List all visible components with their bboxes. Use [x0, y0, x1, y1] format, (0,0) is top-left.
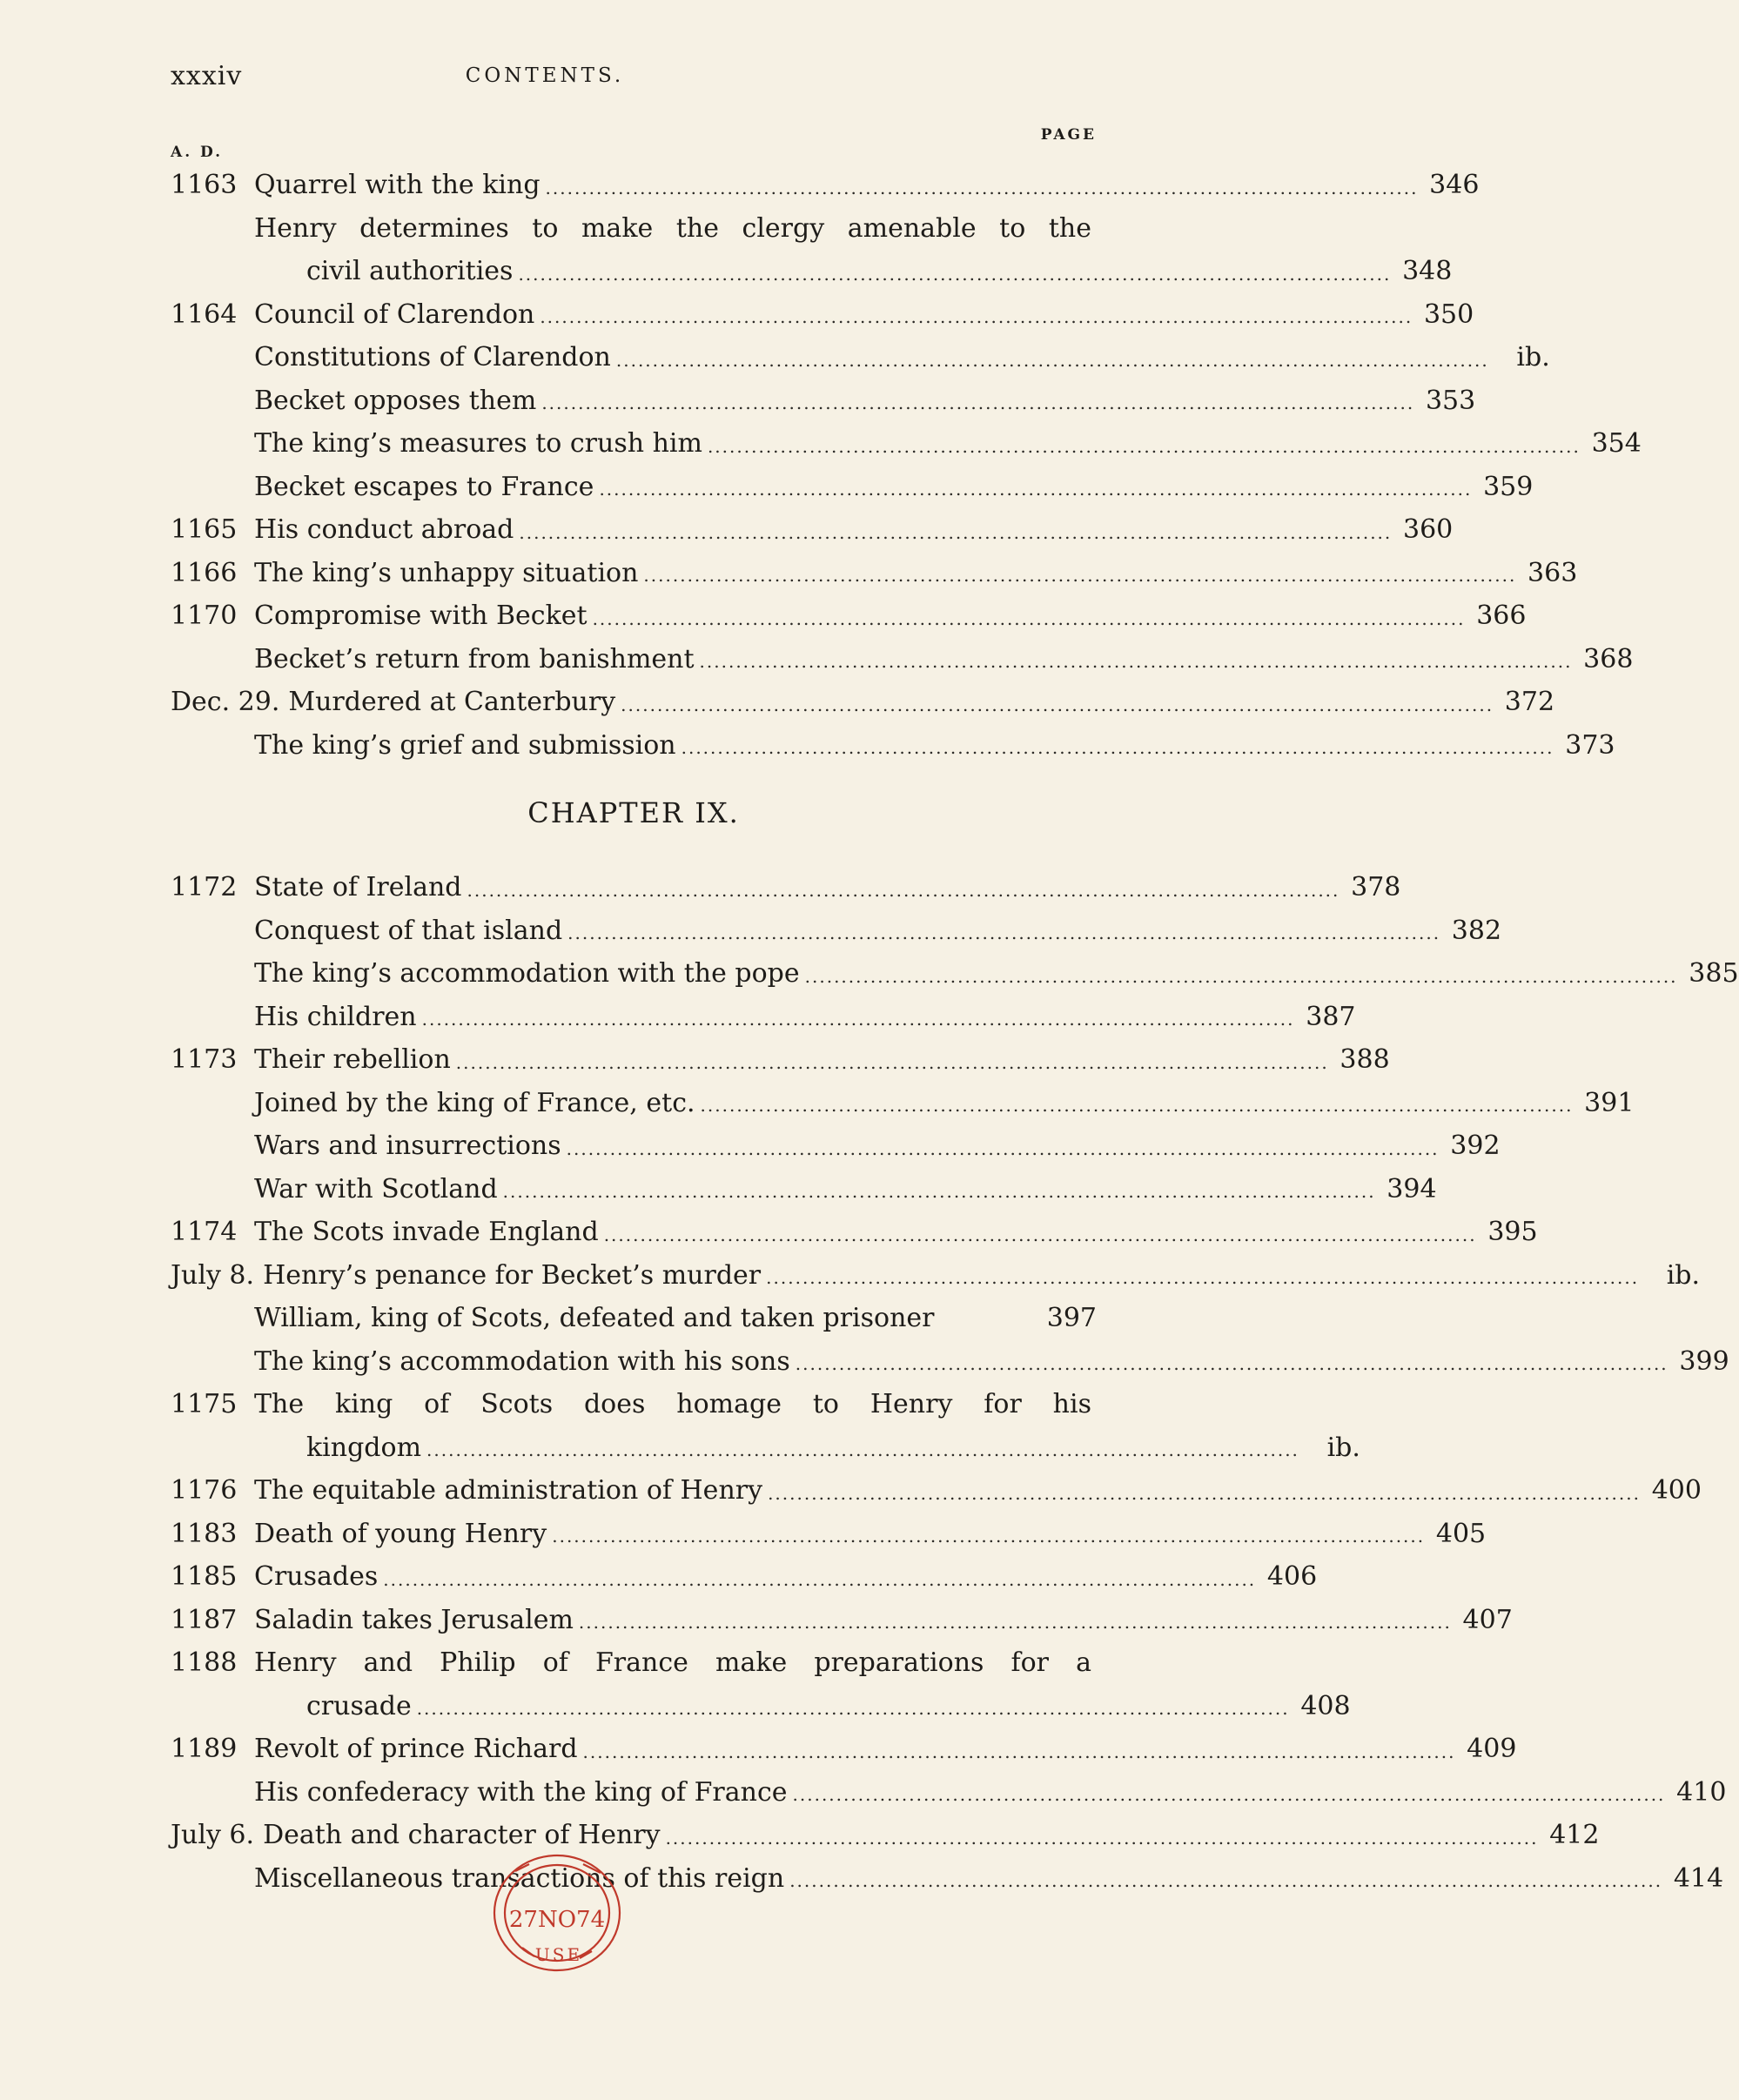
toc-entry	[171, 952, 1739, 996]
entry-year: 1188	[171, 1647, 238, 1679]
entry-page: 368	[1583, 643, 1634, 674]
entry-title: Council of Clarendon	[254, 299, 535, 330]
contents-list-before	[171, 164, 1642, 767]
entry-title: Murdered at Canterbury	[288, 687, 616, 718]
toc-entry	[171, 1254, 1701, 1298]
entry-title: Joined by the king of France, etc.	[254, 1087, 695, 1118]
dot-leader: ........................................................................................................................	[792, 1784, 1666, 1805]
entry-page: 408	[1300, 1690, 1351, 1721]
entry-title: The king’s accommodation with the pope	[254, 958, 800, 990]
ad-column-label: A. D.	[171, 144, 224, 161]
page-number: xxxiv	[171, 61, 243, 91]
entry-page: 394	[1386, 1173, 1437, 1204]
entry-page: 414	[1673, 1862, 1724, 1894]
dot-leader: ........................................................................................................................	[707, 435, 1581, 457]
entry-page: 348	[1402, 256, 1453, 287]
entry-year: 1183	[171, 1518, 238, 1549]
entry-page: 359	[1483, 471, 1534, 502]
dot-leader: ........................................................................................................................	[567, 923, 1441, 943]
entry-page: 399	[1679, 1345, 1729, 1377]
entry-page: 385	[1689, 958, 1739, 990]
entry-title: Becket’s return from banishment	[254, 643, 695, 674]
library-stamp	[461, 1845, 653, 1976]
entry-page: 391	[1584, 1087, 1635, 1118]
entry-title: civil authorities	[306, 256, 514, 287]
dot-leader: ........................................................................................................................	[467, 879, 1340, 901]
toc-entry	[171, 1771, 1727, 1815]
entry-title: The king’s grief and submission	[254, 729, 676, 761]
entry-title: Becket escapes to France	[254, 471, 594, 502]
page-column-label: PAGE	[1040, 126, 1097, 144]
dot-leader: ........................................................................................................................	[592, 607, 1466, 629]
entry-title: The king’s accommodation with his sons	[254, 1345, 790, 1377]
entry-page: 360	[1403, 514, 1454, 546]
entry-year: 1164	[171, 299, 238, 330]
entry-title: The king’s unhappy situation	[254, 557, 639, 588]
dot-leader: ........................................................................................................................	[599, 479, 1473, 500]
dot-leader: ........................................................................................................................	[766, 1267, 1640, 1288]
toc-entry	[171, 594, 1527, 638]
dot-leader: ........................................................................................................................	[502, 1181, 1376, 1202]
toc-entry	[171, 1469, 1702, 1513]
dot-leader: ........................................................................................................................	[416, 1698, 1290, 1719]
toc-entry	[171, 638, 1634, 681]
entry-page: 397	[1046, 1303, 1097, 1334]
entry-title: His confederacy with the king of France	[254, 1776, 788, 1808]
running-head	[171, 61, 1097, 104]
stamp-lower-text: USE	[534, 1944, 583, 1965]
dot-leader: ........................................................................................................................	[665, 1827, 1539, 1848]
dot-leader: ........................................................................................................................	[795, 1353, 1668, 1374]
dot-leader: ........................................................................................................................	[541, 392, 1415, 413]
toc-entry	[171, 1383, 1360, 1469]
toc-entry	[171, 1297, 1097, 1340]
entry-page: 373	[1565, 729, 1615, 761]
toc-entry	[171, 164, 1480, 207]
page-title: CONTENTS.	[465, 64, 625, 87]
dot-leader: ........................................................................................................................	[603, 1224, 1477, 1245]
entry-date: July 8.	[171, 1259, 255, 1291]
dot-leader: ........................................................................................................................	[540, 306, 1413, 327]
dot-leader: ........................................................................................................................	[552, 1526, 1426, 1546]
entry-date: July 6.	[171, 1820, 255, 1851]
dot-leader: ........................................................................................................................	[643, 565, 1517, 586]
entry-page: 346	[1429, 170, 1480, 201]
entry-title: Death and character of Henry	[263, 1820, 661, 1851]
entry-title: His children	[254, 1001, 417, 1032]
entry-year: 1170	[171, 600, 238, 632]
dot-leader: ........................................................................................................................	[383, 1568, 1257, 1590]
toc-entry	[171, 1082, 1635, 1125]
dot-leader: ........................................................................................................................	[681, 737, 1554, 758]
entry-year: 1173	[171, 1044, 238, 1076]
toc-entry	[171, 508, 1454, 552]
dot-leader: ........................................................................................................................	[582, 1741, 1456, 1762]
toc-entry	[171, 379, 1476, 423]
entry-page: 354	[1591, 428, 1642, 460]
entry-title: The Scots invade England	[254, 1217, 599, 1248]
dot-leader: ........................................................................................................................	[578, 1612, 1452, 1633]
entry-title: Constitutions of Clarendon	[254, 342, 611, 373]
toc-entry	[171, 207, 1453, 293]
entry-year: 1189	[171, 1734, 238, 1765]
entry-title: The king of Scots does homage to Henry for his	[254, 1389, 1091, 1420]
entry-year: 1175	[171, 1389, 238, 1420]
dot-leader: ........................................................................................................................	[700, 1095, 1574, 1116]
dot-leader: ........................................................................................................................	[789, 1870, 1663, 1891]
contents-list-chapter-ix	[171, 866, 1739, 1900]
entry-title: Conquest of that island	[254, 915, 563, 946]
dot-leader: ........................................................................................................................	[455, 1051, 1329, 1073]
dot-leader: ........................................................................................................................	[519, 521, 1393, 543]
entry-title: Henry’s penance for Becket’s murder	[263, 1259, 762, 1291]
entry-page: 387	[1306, 1001, 1356, 1032]
entry-title: kingdom	[306, 1432, 422, 1463]
entry-title: crusade	[306, 1690, 412, 1721]
entry-title: Compromise with Becket	[254, 600, 588, 632]
column-labels	[171, 126, 1097, 161]
entry-title: Henry and Philip of France make preparations for a	[254, 1647, 1091, 1679]
dot-leader: ........................................................................................................................	[518, 263, 1392, 285]
toc-entry	[171, 466, 1534, 509]
dot-leader: ........................................................................................................................	[545, 177, 1419, 198]
toc-entry	[171, 1168, 1437, 1211]
entry-year: 1165	[171, 514, 238, 546]
entry-year: 1176	[171, 1475, 238, 1506]
entry-title: Miscellaneous transactions of this reign	[254, 1862, 785, 1894]
entry-page: 366	[1476, 600, 1527, 632]
entry-page: 400	[1651, 1475, 1702, 1506]
toc-entry	[171, 996, 1356, 1039]
dot-leader: ........................................................................................................................	[566, 1137, 1440, 1159]
entry-title: Their rebellion	[254, 1044, 451, 1076]
dot-leader: ........................................................................................................................	[768, 1482, 1641, 1504]
entry-page: ib.	[1516, 342, 1550, 373]
toc-entry	[171, 552, 1578, 595]
dot-leader	[940, 1332, 1036, 1340]
entry-page: 406	[1266, 1561, 1318, 1593]
entry-page: 410	[1676, 1776, 1727, 1808]
entry-year: 1185	[171, 1561, 238, 1593]
dot-leader: ........................................................................................................................	[804, 965, 1678, 987]
entry-page: 395	[1487, 1217, 1538, 1248]
entry-title: The equitable administration of Henry	[254, 1475, 763, 1506]
toc-entry	[171, 1124, 1501, 1168]
entry-title: State of Ireland	[254, 872, 462, 903]
entry-title: Revolt of prince Richard	[254, 1734, 578, 1765]
toc-entry	[171, 293, 1474, 337]
entry-page: ib.	[1326, 1432, 1360, 1463]
entry-page: 350	[1423, 299, 1474, 330]
entry-title: Death of young Henry	[254, 1518, 547, 1549]
entry-page: 409	[1467, 1734, 1517, 1765]
toc-entry	[171, 1038, 1390, 1082]
entry-title: Crusades	[254, 1561, 379, 1593]
chapter-heading: CHAPTER IX.	[527, 796, 740, 829]
dot-leader: ........................................................................................................................	[421, 1009, 1295, 1030]
entry-page: 388	[1340, 1044, 1390, 1076]
toc-entry	[171, 1513, 1487, 1556]
dot-leader: ........................................................................................................................	[621, 694, 1494, 715]
entry-page: 405	[1435, 1518, 1487, 1549]
toc-entry	[171, 422, 1642, 466]
entry-year: 1166	[171, 557, 238, 588]
entry-page: 382	[1451, 915, 1502, 946]
entry-title: The king’s measures to crush him	[254, 428, 702, 460]
entry-page: 412	[1549, 1820, 1600, 1851]
toc-entry	[171, 724, 1615, 768]
entry-date: Dec. 29.	[171, 687, 280, 718]
entry-page: 372	[1504, 687, 1555, 718]
toc-entry	[171, 1641, 1351, 1728]
entry-title: Becket opposes them	[254, 385, 537, 416]
stamp-date: 27NO74	[508, 1907, 606, 1933]
toc-entry	[171, 1211, 1538, 1254]
entry-title: William, king of Scots, defeated and taken prisoner	[254, 1303, 935, 1334]
toc-entry	[171, 1599, 1513, 1642]
entry-year: 1172	[171, 872, 238, 903]
toc-entry	[171, 1555, 1318, 1599]
entry-year: 1163	[171, 170, 238, 201]
entry-page: 378	[1351, 872, 1401, 903]
entry-page: 353	[1425, 385, 1476, 416]
entry-page: 363	[1528, 557, 1578, 588]
entry-year: 1174	[171, 1217, 238, 1248]
entry-title: His conduct abroad	[254, 514, 514, 546]
toc-entry	[171, 866, 1401, 909]
entry-title: Saladin takes Jerusalem	[254, 1604, 574, 1635]
entry-page: 407	[1462, 1604, 1513, 1635]
dot-leader: ........................................................................................................................	[615, 349, 1489, 371]
entry-page: ib.	[1666, 1259, 1701, 1291]
entry-title: Quarrel with the king	[254, 170, 540, 201]
entry-page: 392	[1450, 1131, 1501, 1162]
dot-leader: ........................................................................................................................	[426, 1439, 1299, 1460]
entry-title: Henry determines to make the clergy amenable to the	[254, 212, 1091, 244]
toc-entry	[171, 681, 1555, 724]
toc-entry	[171, 1728, 1517, 1771]
entry-year: 1187	[171, 1604, 238, 1635]
dot-leader: ........................................................................................................................	[699, 651, 1573, 672]
toc-entry	[171, 909, 1502, 953]
entry-title: Wars and insurrections	[254, 1131, 561, 1162]
toc-entry	[171, 336, 1550, 379]
entry-title: War with Scotland	[254, 1173, 498, 1204]
toc-entry	[171, 1340, 1729, 1384]
